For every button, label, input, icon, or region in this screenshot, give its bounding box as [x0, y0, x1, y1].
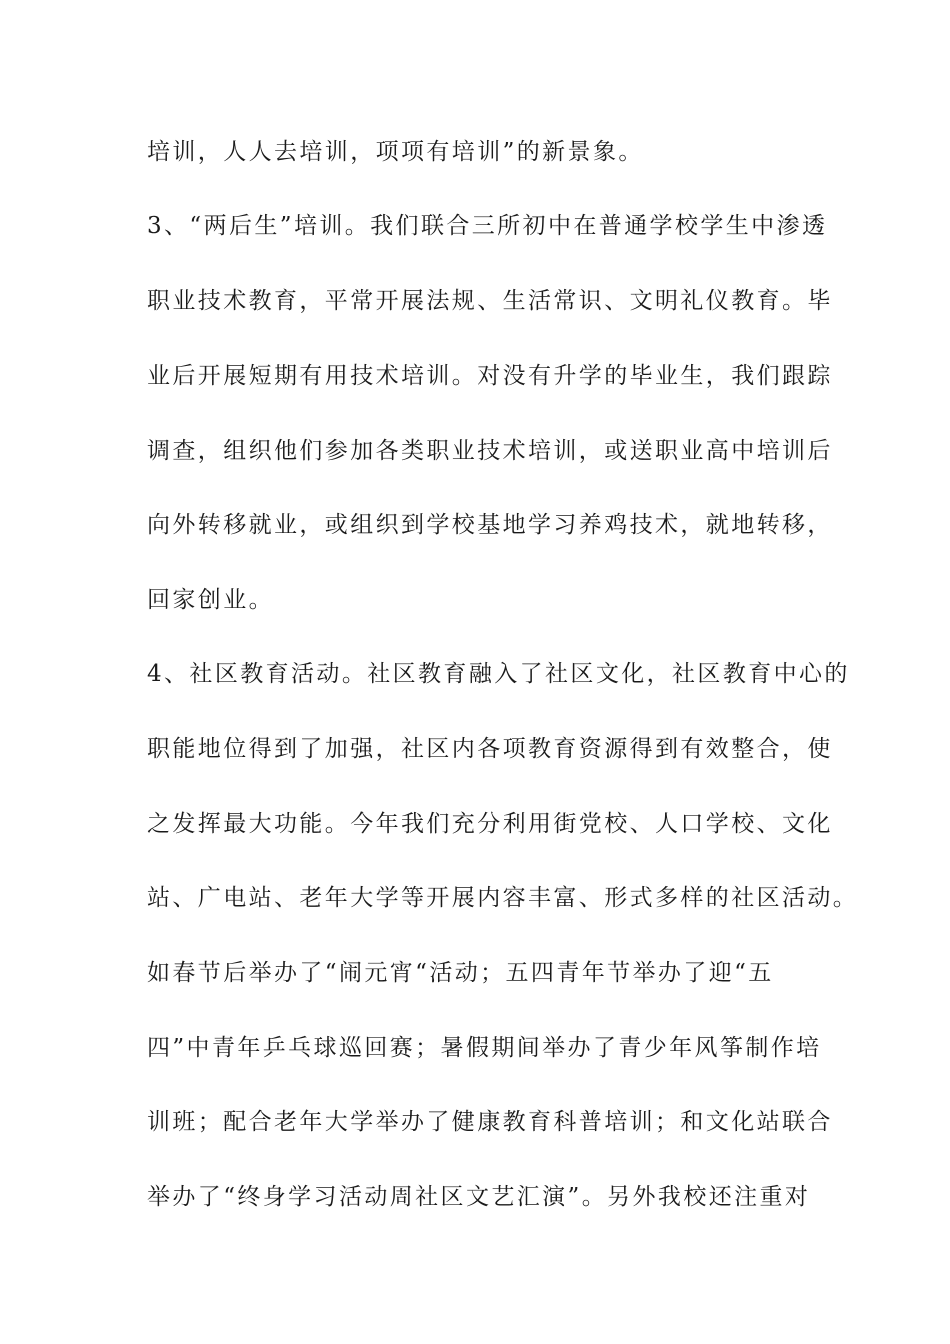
text-line: 业后开展短期有用技术培训。对没有升学的毕业生，我们跟踪 — [147, 363, 833, 389]
text-line: 四”中青年乒乓球巡回赛；暑假期间举办了青少年风筝制作培 — [147, 1035, 822, 1061]
text-line: 回家创业。 — [147, 587, 274, 613]
text-line: 训班；配合老年大学举办了健康教育科普培训；和文化站联合 — [147, 1109, 833, 1135]
text-line: 向外转移就业，或组织到学校基地学习养鸡技术，就地转移， — [147, 512, 833, 538]
text-line: 培训，人人去培训，项项有培训”的新景象。 — [147, 139, 644, 165]
text-line: 之发挥最大功能。今年我们充分利用街党校、人口学校、文化 — [147, 811, 833, 837]
text-line: 4、社区教育活动。社区教育融入了社区文化，社区教育中心的 — [147, 661, 850, 687]
text-line: 如春节后举办了“闹元宵“活动；五四青年节举办了迎“五 — [147, 960, 774, 986]
text-line: 职业技术教育，平常开展法规、生活常识、文明礼仪教育。毕 — [147, 288, 833, 314]
text-line: 举办了“终身学习活动周社区文艺汇演”。另外我校还注重对 — [147, 1184, 811, 1210]
text-line: 调查，组织他们参加各类职业技术培训，或送职业高中培训后 — [147, 438, 833, 464]
text-line: 3、“两后生”培训。我们联合三所初中在普通学校学生中渗透 — [147, 213, 828, 239]
text-line: 站、广电站、老年大学等开展内容丰富、形式多样的社区活动。 — [147, 885, 859, 911]
text-line: 职能地位得到了加强，社区内各项教育资源得到有效整合，使 — [147, 736, 833, 762]
